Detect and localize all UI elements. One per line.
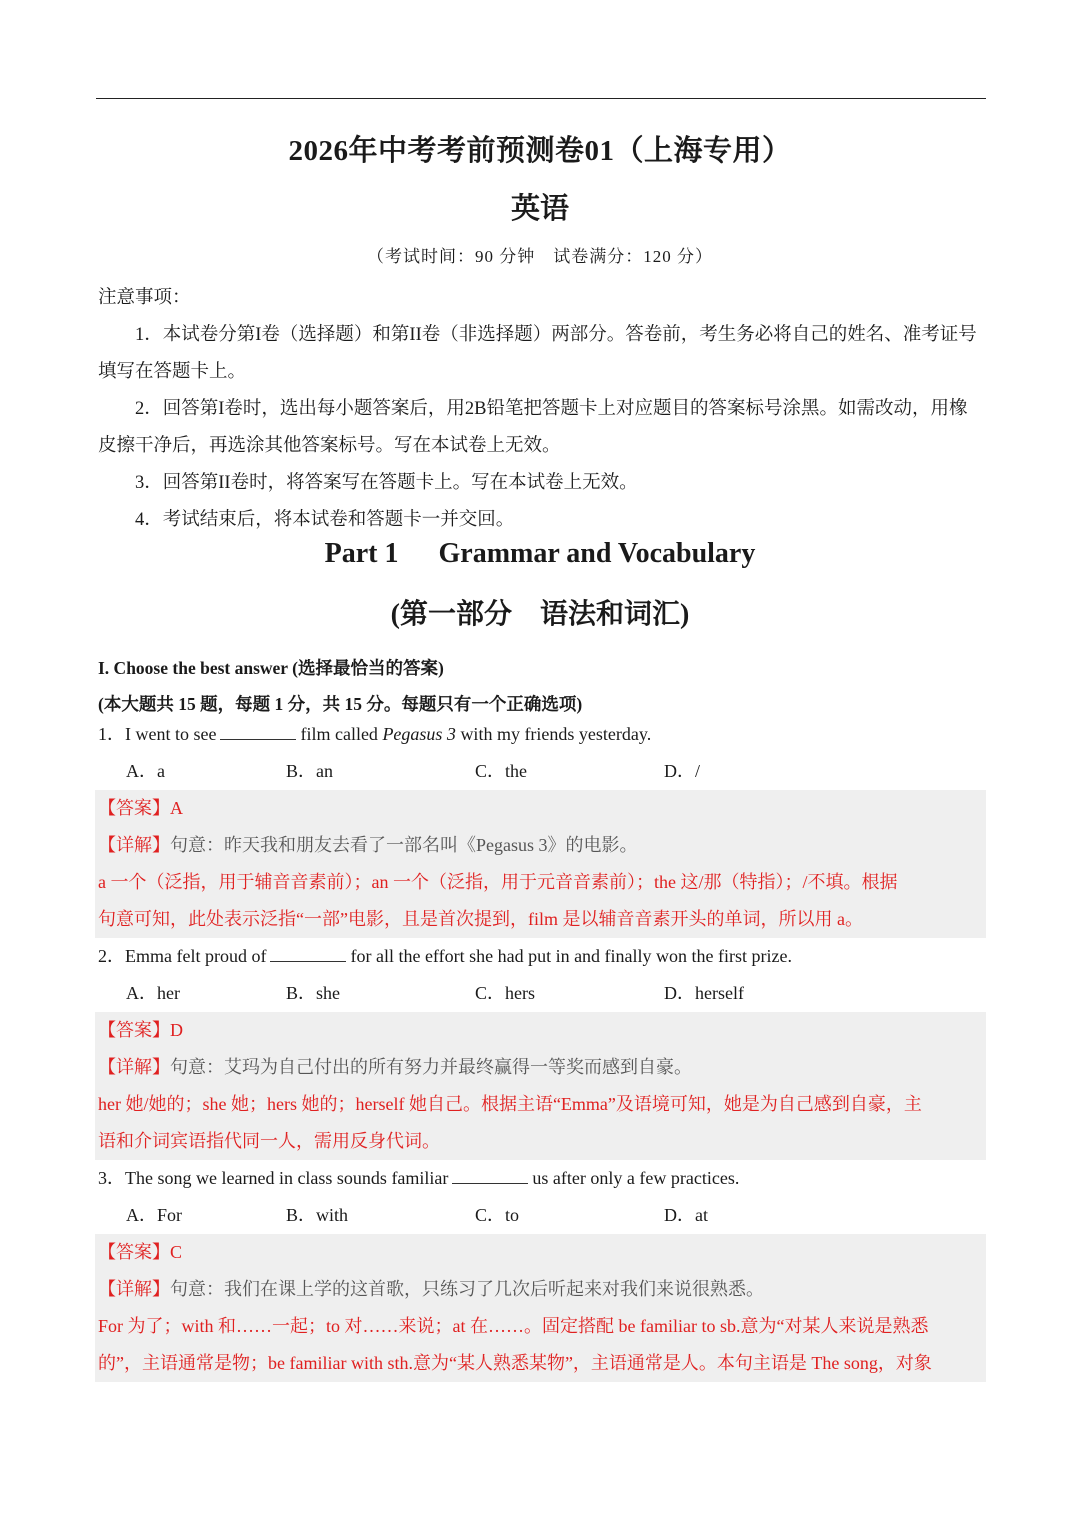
- detail-text: a 一个（泛指，用于辅音音素前）；an 一个（泛指，用于元音音素前）；the 这/那（特指）；/不填。根据: [98, 872, 898, 892]
- option-d: D．at: [664, 1205, 708, 1225]
- option-d: D．herself: [664, 983, 744, 1003]
- notes-block: [98, 280, 978, 539]
- detail-text: For 为了；with 和……一起；to 对……来说；at 在……。固定搭配 be familiar to sb.意为“对某人来说是熟悉: [98, 1316, 929, 1336]
- answer-explanation: [95, 790, 986, 938]
- section-rule: (本大题共 15 题，每题 1 分，共 15 分。每题只有一个正确选项): [98, 694, 583, 714]
- detail-text: 的”，主语通常是物；be familiar with sth.意为“某人熟悉某物”，主语通常是人。本句主语是 The song，对象: [98, 1353, 932, 1373]
- part-title: [0, 538, 1080, 570]
- part-title-cn: (第一部分 语法和词汇): [390, 599, 690, 630]
- question-stem: 1．I went to see film called Pegasus 3 with my friends yesterday.: [98, 716, 986, 753]
- detail-text: her 她/她的；she 她；hers 她的；herself 她自己。根据主语“Emma”及语境可知，她是为自己感到自豪，主: [98, 1094, 922, 1114]
- answer-blank: [452, 1165, 528, 1184]
- paper-title: 2026年中考考前预测卷01（上海专用）: [288, 135, 792, 167]
- option-c: C．the: [475, 761, 527, 781]
- option-d: D．/: [664, 761, 700, 781]
- answer-value: A: [170, 798, 183, 818]
- question-options: [98, 753, 986, 790]
- option-a: A．For: [126, 1205, 183, 1225]
- question-list: [98, 716, 986, 1382]
- part-name: Grammar and Vocabulary: [438, 538, 756, 569]
- option-c: C．hers: [475, 983, 535, 1003]
- answer-value: D: [170, 1020, 183, 1040]
- header-rule: [96, 98, 986, 99]
- question-options: [98, 975, 986, 1012]
- answer-explanation: [95, 1234, 986, 1382]
- detail-text: 语和介词宾语指代同一人，需用反身代词。: [98, 1131, 440, 1151]
- subject-title: 英语: [510, 193, 569, 225]
- option-c: C．to: [475, 1205, 520, 1225]
- question-options: [98, 1197, 986, 1234]
- note-item: 3．回答第II卷时，将答案写在答题卡上。写在本试卷上无效。: [135, 473, 638, 493]
- section-title: I. Choose the best answer (选择最恰当的答案): [98, 658, 444, 678]
- question-stem: 2．Emma felt proud of for all the effort she had put in and finally won the first prize.: [98, 938, 986, 975]
- detail-line: 【详解】句意：艾玛为自己付出的所有努力并最终赢得一等奖而感到自豪。: [98, 1057, 692, 1077]
- exam-info: （考试时间：90 分钟 试卷满分：120 分）: [367, 247, 713, 266]
- answer-blank: [270, 943, 346, 962]
- answer-value: C: [170, 1242, 183, 1262]
- section-header: [98, 650, 978, 722]
- detail-text: 句意可知，此处表示泛指“一部”电影，且是首次提到，film 是以辅音音素开头的单词，所以用 a。: [98, 909, 863, 929]
- answer-blank: [220, 721, 296, 740]
- notes-heading: 注意事项：: [98, 288, 191, 308]
- note-item: 2．回答第I卷时，选出每小题答案后，用2B铅笔把答题卡上对应题目的答案标号涂黑。如需改动，用橡皮擦干净后，再选涂其他答案标号。写在本试卷上无效。: [98, 399, 968, 456]
- option-b: B．with: [286, 1205, 349, 1225]
- answer-line: 【答案】A: [98, 798, 183, 818]
- note-item: 4．考试结束后，将本试卷和答题卡一并交回。: [135, 510, 515, 530]
- part-label: Part 1: [324, 538, 399, 569]
- option-b: B．she: [286, 983, 340, 1003]
- option-a: A．a: [126, 761, 165, 781]
- option-a: A．her: [126, 983, 180, 1003]
- detail-line: 【详解】句意：昨天我和朋友去看了一部名叫《Pegasus 3》的电影。: [98, 835, 638, 855]
- question-stem: 3．The song we learned in class sounds familiar us after only a few practices.: [98, 1160, 986, 1197]
- answer-line: 【答案】C: [98, 1242, 183, 1262]
- answer-line: 【答案】D: [98, 1020, 183, 1040]
- note-item: 1．本试卷分第I卷（选择题）和第II卷（非选择题）两部分。答卷前，考生务必将自己的姓名、准考证号填写在答题卡上。: [98, 325, 977, 382]
- detail-line: 【详解】句意：我们在课上学的这首歌，只练习了几次后听起来对我们来说很熟悉。: [98, 1279, 764, 1299]
- option-b: B．an: [286, 761, 333, 781]
- answer-explanation: [95, 1012, 986, 1160]
